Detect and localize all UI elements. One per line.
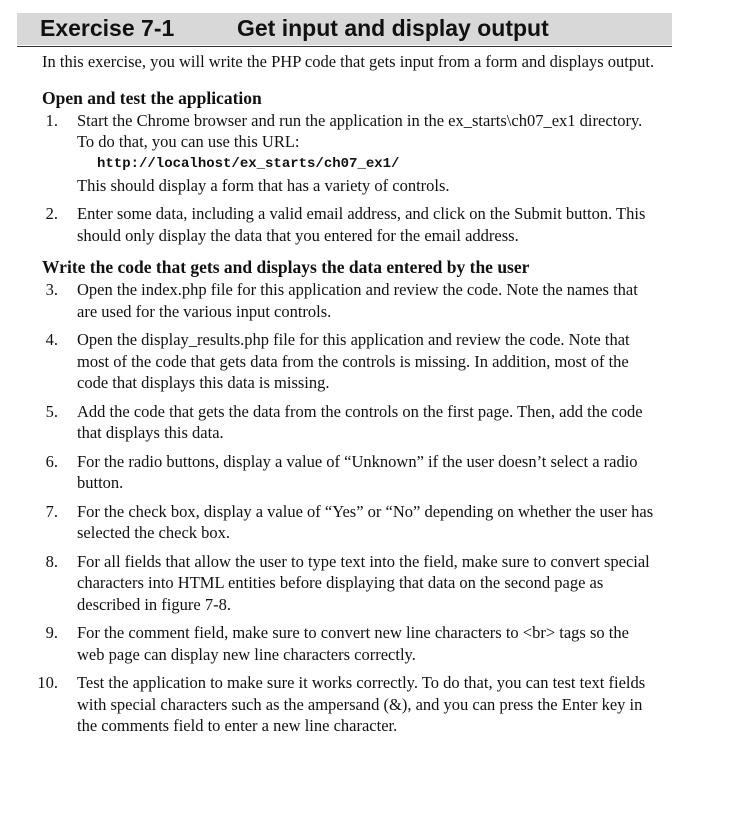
step-number: 10. [37,673,58,692]
step-3 [42,279,657,322]
url-code: http://localhost/ex_starts/ch07_ex1/ [97,155,400,172]
step-number: 7. [45,501,58,521]
step-text: For the comment field, make sure to convert new line characters to <br> tags so the web page can display new line characters correctly. [77,623,629,664]
step-text: Enter some data, including a valid email address, and click on the Submit button. This should only display the data that you entered for the email address. [77,204,646,245]
step-text: Open the index.php file for this application and review the code. Note the names that are used for the various input controls. [77,280,638,321]
step-6 [42,451,657,494]
step-5 [42,401,657,444]
step-number: 9. [45,623,58,642]
step-text: Start the Chrome browser and run the application in the ex_starts\ch07_ex1 directory. To do that, you can use this URL: [77,110,643,151]
step-text: Test the application to make sure it works correctly. To do that, you can test text fields with special characters such as the ampersand (&), and you can press the Enter key in the comments field to enter a new line character. [77,673,646,735]
steps-list-open-test [42,110,657,247]
step-number: 3. [45,280,58,299]
step-number: 4. [45,330,58,349]
exercise-number: Exercise 7-1 [40,15,175,41]
exercise-title: Get input and display output [237,15,549,41]
step-1 [42,110,657,197]
step-2 [42,203,657,246]
step-followup-text: This should display a form that has a variety of controls. [77,175,450,195]
intro-paragraph: In this exercise, you will write the PHP code that gets input from a form and displays output. [42,52,655,71]
step-7 [42,501,657,544]
step-text: Open the display_results.php file for this application and review the code. Note that most of the code that gets data from the controls is missing. In addition, most of the code that displays this data is missing. [77,330,630,392]
section-heading-open-test: Open and test the application [42,87,262,108]
step-number: 6. [45,451,58,471]
step-number: 2. [45,204,58,223]
step-8 [42,551,657,616]
step-10 [37,672,657,737]
steps-list-write-code [37,279,657,737]
section-heading-write-code: Write the code that gets and displays the data entered by the user [42,257,530,277]
step-text: For the radio buttons, display a value of “Unknown” if the user doesn’t select a radio button. [77,451,638,492]
step-number: 1. [45,110,58,130]
step-text: For the check box, display a value of “Yes” or “No” depending on whether the user has selected the check box. [77,501,654,542]
step-9 [42,622,657,665]
step-text: For all fields that allow the user to type text into the field, make sure to convert special characters into HTML entities before displaying that data on the second page as described in figure 7-8. [77,551,650,614]
step-text: Add the code that gets the data from the controls on the first page. Then, add the code that displays this data. [77,401,643,442]
step-number: 5. [45,401,58,421]
exercise-content [37,51,657,737]
step-4 [42,329,657,394]
step-number: 8. [45,551,58,571]
header-rule [17,46,672,47]
